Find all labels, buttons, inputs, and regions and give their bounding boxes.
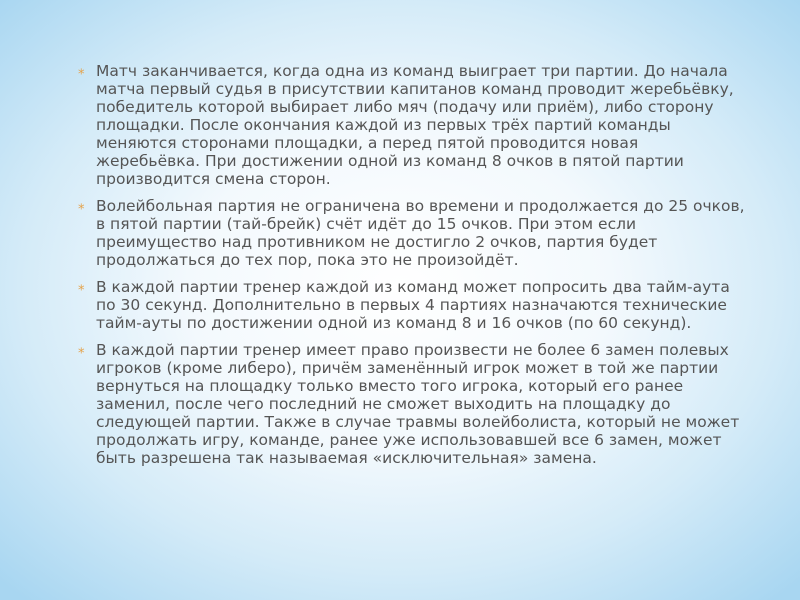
bullet-text: В каждой партии тренер каждой из команд может попросить два тайм-аута по 30 секунд. Дополнительно в первых 4 партиях назначаются технические тайм-ауты по достижении одной из команд 8 и 16 очков (по 60 секунд).: [96, 278, 730, 332]
bullet-marker-icon: ⁎: [78, 279, 85, 294]
bullet-match-rules: [78, 62, 746, 188]
slide-content: [78, 62, 746, 476]
bullet-text: В каждой партии тренер имеет право произвести не более 6 замен полевых игроков (кроме либеро), причём заменённый игрок может в той же партии вернуться на площадку только вместо того игрока, который его ранее заменил, после чего последний не сможет выходить на площадку до следующей партии. Также в случае травмы волейболиста, который не может продолжать игру, команде, ранее уже использовавшей все 6 замен, может быть разрешена так называемая «исключительная» замена.: [96, 341, 740, 467]
bullet-marker-icon: ⁎: [78, 198, 85, 213]
bullet-marker-icon: ⁎: [78, 342, 85, 357]
bullet-substitution-rules: [78, 341, 746, 467]
bullet-timeout-rules: [78, 278, 746, 332]
bullet-text: Волейбольная партия не ограничена во времени и продолжается до 25 очков, в пятой партии (тай-брейк) счёт идёт до 15 очков. При этом если преимущество над противником не достигло 2 очков, партия будет продолжаться до тех пор, пока это не произойдёт.: [96, 197, 745, 269]
bullet-marker-icon: ⁎: [78, 63, 85, 78]
bullet-text: Матч заканчивается, когда одна из команд выиграет три партии. До начала матча первый судья в присутствии капитанов команд проводит жеребьёвку, победитель которой выбирает либо мяч (подачу или приём), либо сторону площадки. После окончания каждой из первых трёх партий команды меняются сторонами площадки, а перед пятой проводится новая жеребьёвка. При достижении одной из команд 8 очков в пятой партии производится смена сторон.: [96, 62, 734, 188]
bullet-set-rules: [78, 197, 746, 269]
